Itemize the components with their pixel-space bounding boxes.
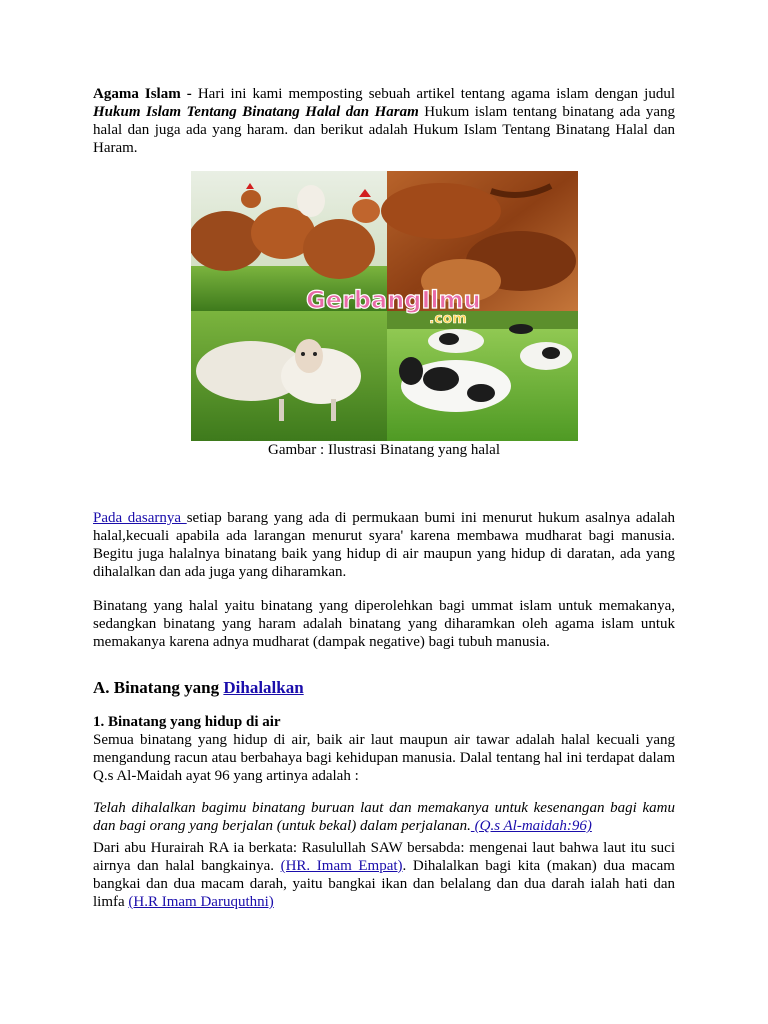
paragraph-dasar bbox=[93, 509, 675, 581]
intro-paragraph bbox=[93, 85, 675, 157]
quran-quote bbox=[93, 799, 675, 835]
dihalalkan-link[interactable]: Dihalalkan bbox=[223, 678, 304, 697]
ref-imam-empat-link[interactable]: (HR. Imam Empat) bbox=[280, 858, 403, 874]
heading-prefix: A. Binatang yang bbox=[93, 678, 224, 697]
section-heading bbox=[93, 678, 304, 698]
paragraph-dasar-text: setiap barang yang ada di permukaan bumi ini menurut hukum asalnya adalah halal,kecuali apabila ada larangan menurut syara' karena membawa mudharat bagi manusia. Begitu juga halalnya binatang baik yang hidup di air maupun yang hidup di daratan, ada yang dihalalkan dan ada juga yang diharamkan. bbox=[93, 510, 675, 580]
body-section bbox=[93, 509, 675, 651]
subsection-air bbox=[93, 713, 675, 911]
subsection-text: Semua binatang yang hidup di air, baik air laut maupun air tawar adalah halal kecuali yang mengandung racun atau berbahaya bagi kehidupan manusia. Dalal tentang hal ini terdapat dalam Q.s Al-Maidah ayat 96 yang artinya adalah : bbox=[93, 732, 675, 784]
figure-caption: Gambar : Ilustrasi Binatang yang halal bbox=[267, 442, 501, 458]
animal-collage bbox=[191, 171, 578, 441]
quote-text: Telah dihalalkan bagimu binatang buruan laut dan memakanya untuk kesenangan bagi kamu dan bagi orang yang berjalan (untuk bekal) dalam perjalanan. bbox=[93, 800, 675, 834]
intro-text-2: Hukum islam tentang binatang ada yang halal dan juga ada yang haram. dan berikut adalah Hukum Islam Tentang Binatang Halal dan Haram. bbox=[93, 104, 675, 156]
pada-dasarnya-link[interactable]: Pada dasarnya bbox=[93, 510, 187, 526]
halal-animals-image bbox=[191, 171, 578, 441]
svg-text:.com: .com bbox=[429, 311, 467, 327]
subsection-title: 1. Binatang yang hidup di air bbox=[93, 714, 281, 730]
intro-lead: Agama Islam - bbox=[93, 86, 198, 102]
article-title: Hukum Islam Tentang Binatang Halal dan Haram bbox=[93, 104, 419, 120]
watermark-logo: GerbangIlmu bbox=[306, 286, 481, 314]
intro-text-1: Hari ini kami memposting sebuah artikel tentang agama islam dengan judul bbox=[197, 86, 675, 102]
hadith-text-1: Dari abu Hurairah RA ia berkata: Rasulullah SAW bersabda: mengenai laut bahwa laut itu suci airnya dan halal bangkainya. bbox=[93, 840, 675, 874]
quote-ref-link[interactable]: (Q.s Al-maidah:96) bbox=[470, 818, 592, 834]
paragraph-definisi: Binatang yang halal yaitu binatang yang diperolehkan bagi ummat islam untuk memakanya, sedangkan binatang yang haram adalah binatang yang diharamkan oleh agama islam untuk memakanya karena adnya mudharat (dampak negative) bagi tubuh manusia. bbox=[93, 598, 675, 650]
hadith-text-2: . Dihalalkan bagi kita (makan) dua macam bangkai dan dua macam darah, yaitu bangkai ikan dan belalang dan dua darah ialah hati dan limfa bbox=[93, 858, 675, 910]
hadith-paragraph bbox=[93, 839, 675, 911]
ref-daruquthni-link[interactable]: (H.R Imam Daruquthni) bbox=[128, 894, 274, 910]
